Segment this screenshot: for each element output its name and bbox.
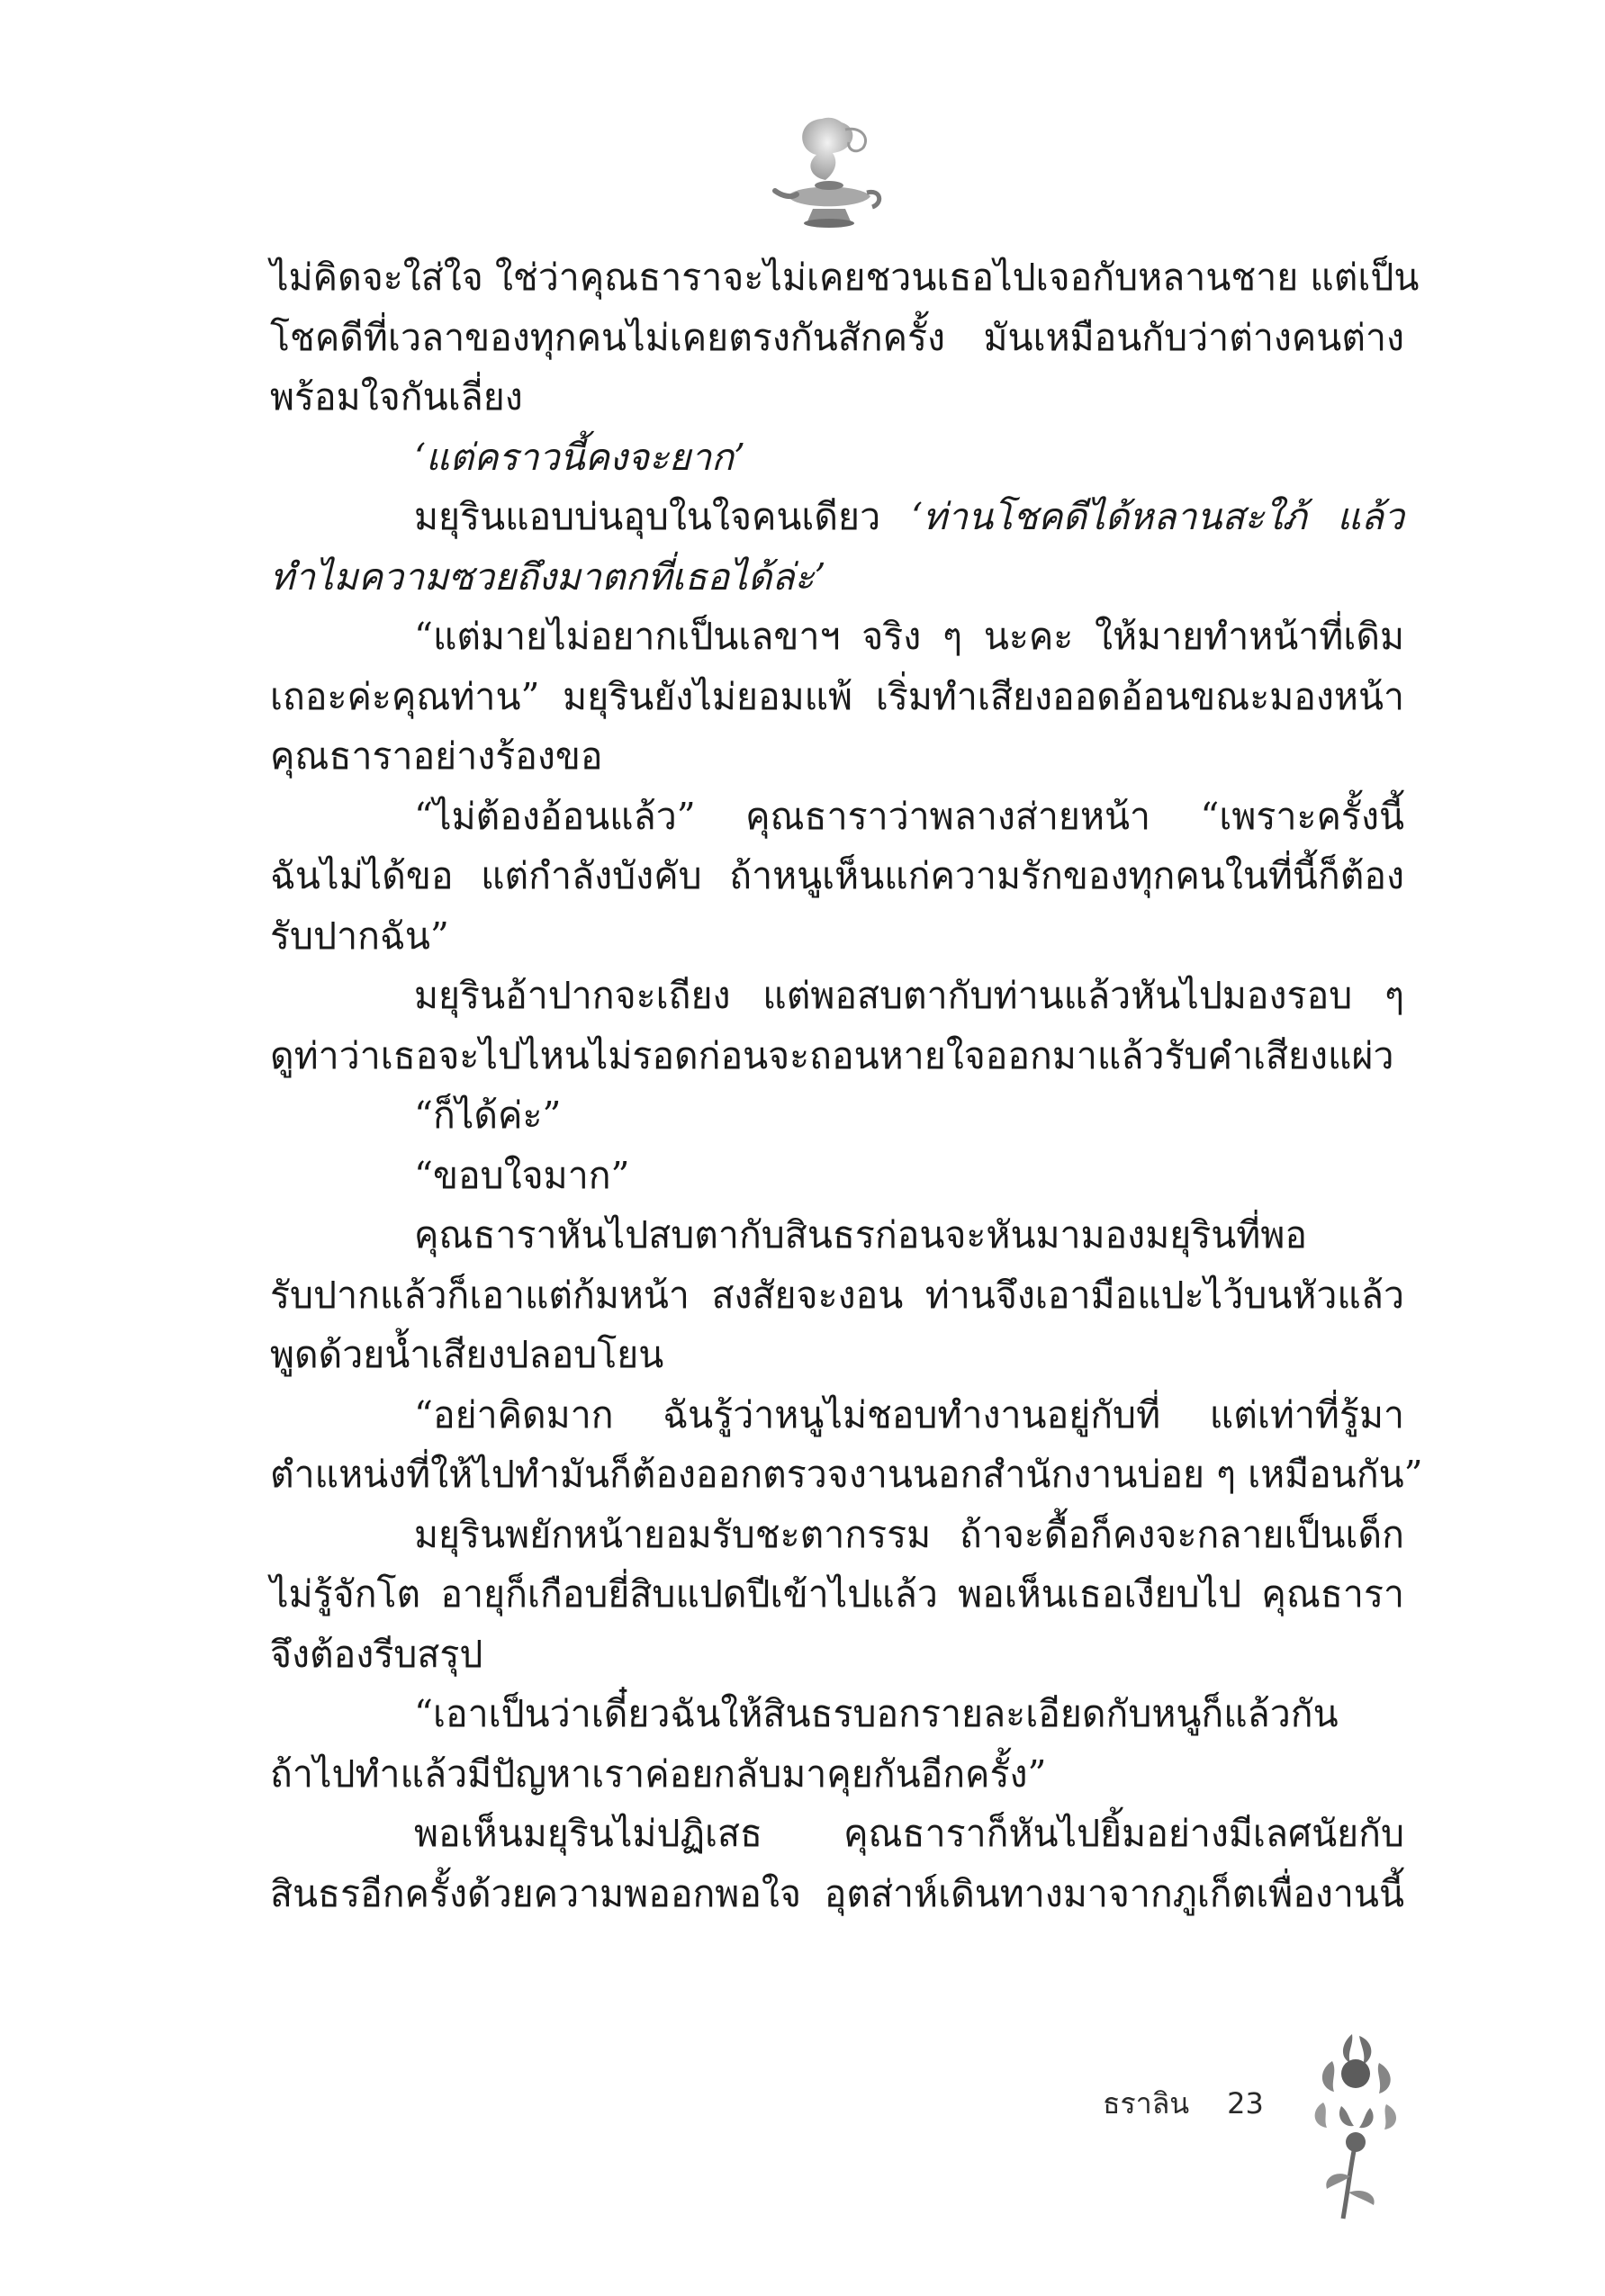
page-number: 23 (1227, 2086, 1264, 2120)
text-line (270, 487, 1404, 547)
text-line: รับปากแล้วก็เอาแต่ก้มหน้า สงสัยจะงอน ท่านจึงเอามือแปะไว้บนหัวแล้ว (270, 1273, 1404, 1317)
body-text (270, 248, 1423, 1923)
genie-lamp-icon (770, 110, 887, 236)
text-line: “ขอบใจมาก” (414, 1153, 630, 1197)
text-line: รับปากฉัน” (270, 914, 449, 958)
text-line: ดูท่าว่าเธอจะไปไหนไม่รอดก่อนจะถอนหายใจออกมาแล้วรับคำเสียงแผ่ว (270, 1033, 1394, 1077)
flower-icon (1296, 2016, 1413, 2232)
text-line: พอเห็นมยุรินไม่ปฏิเสธ คุณธาราก็หันไปยิ้มอย่างมีเลศนัยกับ (414, 1812, 1404, 1855)
text-line: ‘แต่คราวนี้คงจะยาก’ (414, 435, 745, 479)
text-line: มยุรินอ้าปากจะเถียง แต่พอสบตากับท่านแล้วหันไปมองรอบ ๆ (414, 974, 1404, 1017)
book-title: ธราลิน (1103, 2085, 1190, 2120)
text-line: ตำแหน่งที่ให้ไปทำมันก็ต้องออกตรวจงานนอกสำนักงานบ่อย ๆ เหมือนกัน” (270, 1453, 1423, 1496)
text-line: พูดด้วยน้ำเสียงปลอบโยน (270, 1333, 664, 1376)
text-line: “แต่มายไม่อยากเป็นเลขาฯ จริง ๆ นะคะ ให้มายทำหน้าที่เดิม (414, 615, 1404, 658)
text-plain: มยุรินแอบบ่นอุบในใจคนเดียว (414, 495, 911, 538)
page-footer (1103, 2081, 1264, 2126)
text-line: ไม่คิดจะใส่ใจ ใช่ว่าคุณธาราจะไม่เคยชวนเธอไปเจอกับหลานชาย แต่เป็น (270, 256, 1420, 299)
text-line: ไม่รู้จักโต อายุก็เกือบยี่สิบแปดปีเข้าไปแล้ว พอเห็นเธอเงียบไป คุณธารา (270, 1572, 1404, 1616)
text-line: คุณธาราหันไปสบตากับสินธรก่อนจะหันมามองมยุรินที่พอ (414, 1213, 1307, 1256)
text-line: คุณธาราอย่างร้องขอ (270, 734, 603, 778)
text-line: สินธรอีกครั้งด้วยความพออกพอใจ อุตส่าห์เดินทางมาจากภูเก็ตเพื่องานนี้ (270, 1871, 1404, 1915)
text-line: ถ้าไปทำแล้วมีปัญหาเราค่อยกลับมาคุยกันอีกครั้ง” (270, 1751, 1047, 1796)
text-line: พร้อมใจกันเลี่ยง (270, 375, 523, 419)
text-line: โชคดีที่เวลาของทุกคนไม่เคยตรงกันสักครั้ง มันเหมือนกับว่าต่างคนต่าง (270, 315, 1404, 359)
text-line: เถอะค่ะคุณท่าน” มยุรินยังไม่ยอมแพ้ เริ่มทำเสียงออดอ้อนขณะมองหน้า (270, 674, 1404, 718)
text-line: “เอาเป็นว่าเดี๋ยวฉันให้สินธรบอกรายละเอียดกับหนูก็แล้วกัน (414, 1692, 1339, 1735)
text-line: จึงต้องรีบสรุป (270, 1632, 483, 1676)
text-italic: ‘ท่านโชคดีได้หลานสะใภ้ แล้ว (911, 495, 1405, 538)
text-line: “ก็ได้ค่ะ” (414, 1094, 562, 1137)
text-line: ทำไมความซวยถึงมาตกที่เธอได้ล่ะ’ (270, 554, 826, 599)
text-line: “ไม่ต้องอ้อนแล้ว” คุณธาราว่าพลางส่ายหน้า “เพราะครั้งนี้ (414, 794, 1404, 838)
text-line: ฉันไม่ได้ขอ แต่กำลังบังคับ ถ้าหนูเห็นแก่ความรักของทุกคนในที่นี้ก็ต้อง (270, 854, 1404, 897)
text-line: “อย่าคิดมาก ฉันรู้ว่าหนูไม่ชอบทำงานอยู่กับที่ แต่เท่าที่รู้มา (414, 1392, 1404, 1436)
text-line: มยุรินพยักหน้ายอมรับชะตากรรม ถ้าจะดื้อก็คงจะกลายเป็นเด็ก (414, 1512, 1404, 1556)
